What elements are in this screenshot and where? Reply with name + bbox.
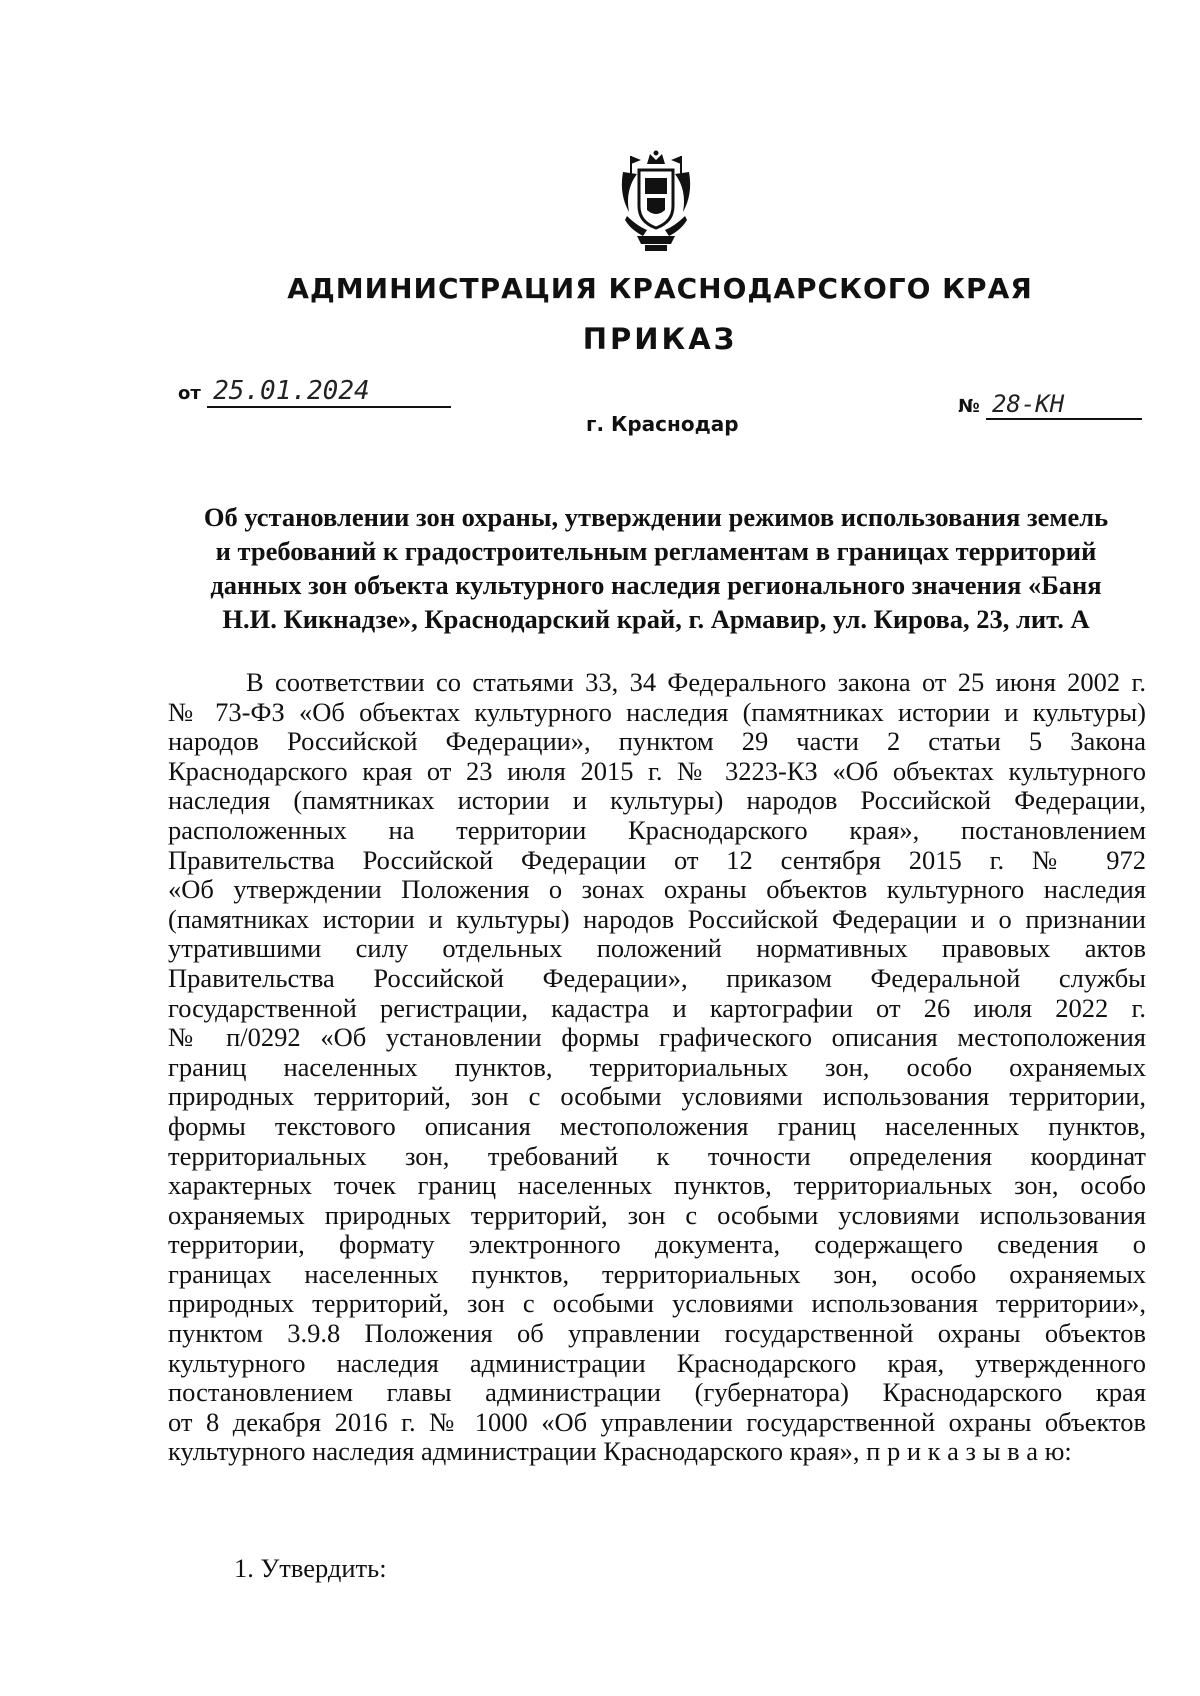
body-line: «Об утверждении Положения о зонах охраны объектов культурного наследия bbox=[168, 874, 1146, 905]
city-label: г. Краснодар bbox=[586, 412, 739, 436]
item-1: 1. Утвердить: bbox=[234, 1553, 387, 1583]
body-line: утратившими силу отдельных положений нормативных правовых актов bbox=[168, 933, 1146, 964]
body-line: природных территорий, зон с особыми условиями использования территории, bbox=[168, 1081, 1146, 1112]
date-field bbox=[178, 376, 451, 408]
body-line: территории, формату электронного документа, содержащего сведения о bbox=[168, 1229, 1146, 1260]
date-value: 25.01.2024 bbox=[207, 376, 451, 408]
body-line: природных территорий, зон с особыми условиями использования территории», bbox=[168, 1288, 1146, 1319]
body-line: народов Российской Федерации», пунктом 29 части 2 статьи 5 Закона bbox=[168, 726, 1146, 757]
number-prefix: № bbox=[958, 396, 980, 417]
body-line: (памятниках истории и культуры) народов Российской Федерации и о признании bbox=[168, 903, 1146, 934]
body-line: культурного наследия администрации Краснодарского края, утвержденного bbox=[168, 1347, 1146, 1378]
document-body bbox=[168, 668, 1146, 1467]
body-line: от 8 декабря 2016 г. № 1000 «Об управлении государственной охраны объектов bbox=[168, 1406, 1146, 1437]
body-line: охраняемых природных территорий, зон с особыми условиями использования bbox=[168, 1199, 1146, 1230]
organization-title: АДМИНИСТРАЦИЯ КРАСНОДАРСКОГО КРАЯ bbox=[287, 272, 1033, 305]
body-line: пунктом 3.9.8 Положения об управлении государственной охраны объектов bbox=[168, 1318, 1146, 1349]
body-line: территориальных зон, требований к точности определения координат bbox=[168, 1140, 1146, 1171]
body-line: границах населенных пунктов, территориальных зон, особо охраняемых bbox=[168, 1258, 1146, 1289]
body-line: характерных точек границ населенных пунктов, территориальных зон, особо bbox=[168, 1170, 1146, 1201]
body-line: Правительства Российской Федерации», приказом Федеральной службы bbox=[168, 962, 1146, 993]
body-line: культурного наследия администрации Краснодарского края», п р и к а з ы в а ю: bbox=[168, 1436, 1072, 1467]
number-value: 28-КН bbox=[986, 390, 1142, 420]
date-prefix: от bbox=[178, 383, 201, 404]
subject-line: Об установлении зон охраны, утверждении режимов использования земель bbox=[203, 502, 1109, 532]
body-line: наследия (памятниках истории и культуры) народов Российской Федерации, bbox=[168, 785, 1146, 816]
coat-of-arms-icon bbox=[617, 150, 695, 252]
subject-line: и требований к градостроительным регламентам в границах территорий bbox=[215, 536, 1097, 566]
number-field bbox=[958, 390, 1142, 420]
document-subject bbox=[170, 500, 1142, 636]
body-line: Краснодарского края от 23 июля 2015 г. № 3223-КЗ «Об объектах культурного bbox=[168, 755, 1146, 786]
body-line: В соответствии со статьями 33, 34 Федерального закона от 25 июня 2002 г. bbox=[246, 667, 1146, 697]
document-type: ПРИКАЗ bbox=[582, 322, 738, 356]
body-line: № п/0292 «Об установлении формы графического описания местоположения bbox=[168, 1022, 1146, 1053]
body-line: расположенных на территории Краснодарского края», постановлением bbox=[168, 814, 1146, 845]
body-line: границ населенных пунктов, территориальных зон, особо охраняемых bbox=[168, 1051, 1146, 1082]
body-line: Правительства Российской Федерации от 12 сентября 2015 г. № 972 bbox=[168, 844, 1146, 875]
subject-line: Н.И. Кикнадзе», Краснодарский край, г. Армавир, ул. Кирова, 23, лит. А bbox=[222, 604, 1090, 634]
subject-line: данных зон объекта культурного наследия регионального значения «Баня bbox=[210, 570, 1102, 600]
body-line: государственной регистрации, кадастра и картографии от 26 июля 2022 г. bbox=[168, 992, 1146, 1023]
body-line: постановлением главы администрации (губернатора) Краснодарского края bbox=[168, 1377, 1146, 1408]
body-line: № 73-ФЗ «Об объектах культурного наследия (памятниках истории и культуры) bbox=[168, 696, 1146, 727]
body-line: формы текстового описания местоположения границ населенных пунктов, bbox=[168, 1110, 1146, 1141]
